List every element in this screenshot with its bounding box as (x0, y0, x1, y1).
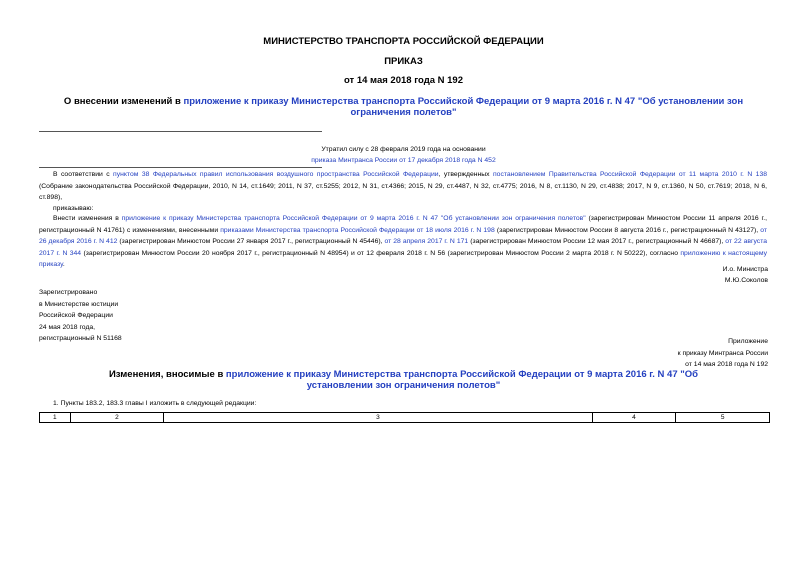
appendix-line: к приказу Минтранса России (677, 349, 768, 357)
link-order-171[interactable]: от 28 апреля 2017 г. N 171 (384, 238, 469, 245)
table-col-1: 1 (40, 413, 71, 423)
text: (зарегистрирован Минюстом России 8 августа 2016 г., регистрационный N 43127), (494, 226, 761, 234)
doc-type: ПРИКАЗ (384, 56, 423, 67)
ministry-title: МИНИСТЕРСТВО ТРАНСПОРТА РОССИЙСКОЙ ФЕДЕРАЦИИ (263, 36, 544, 47)
text: (зарегистрирован Минюстом России 27 января 2017 г., регистрационный N 45446), (117, 238, 385, 245)
signature-role: И.о. Министра (722, 266, 768, 273)
changes-link[interactable]: приложение к приказу Министерства транспорта Российской Федерации от 9 марта 2016 г. N 47 "Об установлении зон ограничения полетов" (225, 369, 699, 391)
changes-table (39, 412, 770, 423)
text: Внести изменения в (53, 215, 122, 222)
body-paragraph-1 (39, 169, 767, 204)
appendix-line: Приложение (728, 338, 768, 345)
text: (зарегистрирован Минюстом России 11 апреля 2016 г., регистрационный N 41761) с изменениями, внесенными (39, 215, 767, 234)
registration-line: 24 мая 2018 года, (39, 323, 96, 331)
registration-line: Российской Федерации (39, 312, 113, 319)
link-order-47[interactable]: приложение к приказу Министерства транспорта Российской Федерации от 9 марта 2016 г. N 47 "Об установлении зон ограничения полетов" (121, 215, 586, 222)
status-link-line (0, 155, 807, 167)
doc-subject (50, 96, 757, 118)
text: (зарегистрирован Минюстом России 12 мая 2017 г., регистрационный N 46687), (468, 238, 726, 245)
divider (39, 131, 322, 132)
link-order-198[interactable]: приказами Министерства транспорта Российской Федерации от 18 июля 2016 г. N 198 (220, 226, 495, 234)
table-header-row (40, 413, 770, 423)
divider (39, 167, 322, 168)
registration-line: в Министерстве юстиции (39, 300, 119, 308)
link-order-344[interactable]: от 22 августа 2017 г. N 344 (39, 238, 768, 257)
prikazyvayu: приказываю: (53, 205, 94, 212)
registration-line: Зарегистрировано (39, 289, 98, 296)
changes-prefix: Изменения, вносимые в (108, 369, 226, 380)
link-order-412[interactable]: от 26 декабря 2016 г. N 412 (39, 226, 767, 245)
link-flight-rules[interactable]: пунктом 38 Федеральных правил использования воздушного пространства Российской Федерации (113, 171, 439, 178)
registration-line: регистрационный N 51168 (39, 335, 122, 342)
changes-title (80, 369, 727, 391)
text: В соответствии с (53, 171, 114, 178)
registration-block (39, 287, 122, 345)
table-col-5: 5 (676, 413, 770, 423)
signature-name: М.Ю.Соколов (724, 277, 768, 284)
table-col-3: 3 (164, 413, 592, 423)
appendix-block (678, 336, 768, 371)
table-col-2: 2 (70, 413, 164, 423)
link-appendix[interactable]: приложению к настоящему приказу (39, 249, 767, 268)
text: . (62, 261, 65, 268)
subject-link[interactable]: приложение к приказу Министерства транспорта Российской Федерации от 9 марта 2016 г. N 47 "Об установлении зон ограничения полетов" (183, 96, 744, 118)
status-link[interactable]: приказа Минтранса России от 17 декабря 2018 года N 452 (311, 157, 496, 164)
link-government-decree[interactable]: постановлением Правительства Российской Федерации от 11 марта 2010 г. N 138 (492, 171, 768, 178)
status-line: Утратил силу с 28 февраля 2019 года на основании (321, 146, 486, 153)
text: (Собрание законодательства Российской Федерации, 2010, N 14, ст.1649; 2011, N 37, ст.5255; 2012, N 31, ст.4366; 2015, N 29, ст.4487, N 32, ст.4775; 2016, N 8, ст.1130, N 29, ст.4838; 2017, N 9, ст.1360, N 50, ст.7619; 2018, N 6, ст.898), (39, 182, 767, 201)
appendix-line: от 14 мая 2018 года N 192 (685, 361, 768, 368)
body-paragraph-2 (39, 213, 767, 271)
doc-subject-prefix: О внесении изменений в (63, 96, 184, 107)
table-col-4: 4 (592, 413, 676, 423)
text: (зарегистрирован Минюстом России 20 ноября 2017 г., регистрационный N 48954) и от 12 февраля 2018 г. N 56 (зарегистрирован Минюстом России 2 марта 2018 г. N 50222), согласно (81, 249, 681, 257)
text: , утвержденных (438, 171, 493, 178)
doc-date-number: от 14 мая 2018 года N 192 (343, 75, 464, 86)
changes-item-1: 1. Пункты 183.2, 183.3 главы I изложить в следующей редакции: (53, 400, 257, 407)
